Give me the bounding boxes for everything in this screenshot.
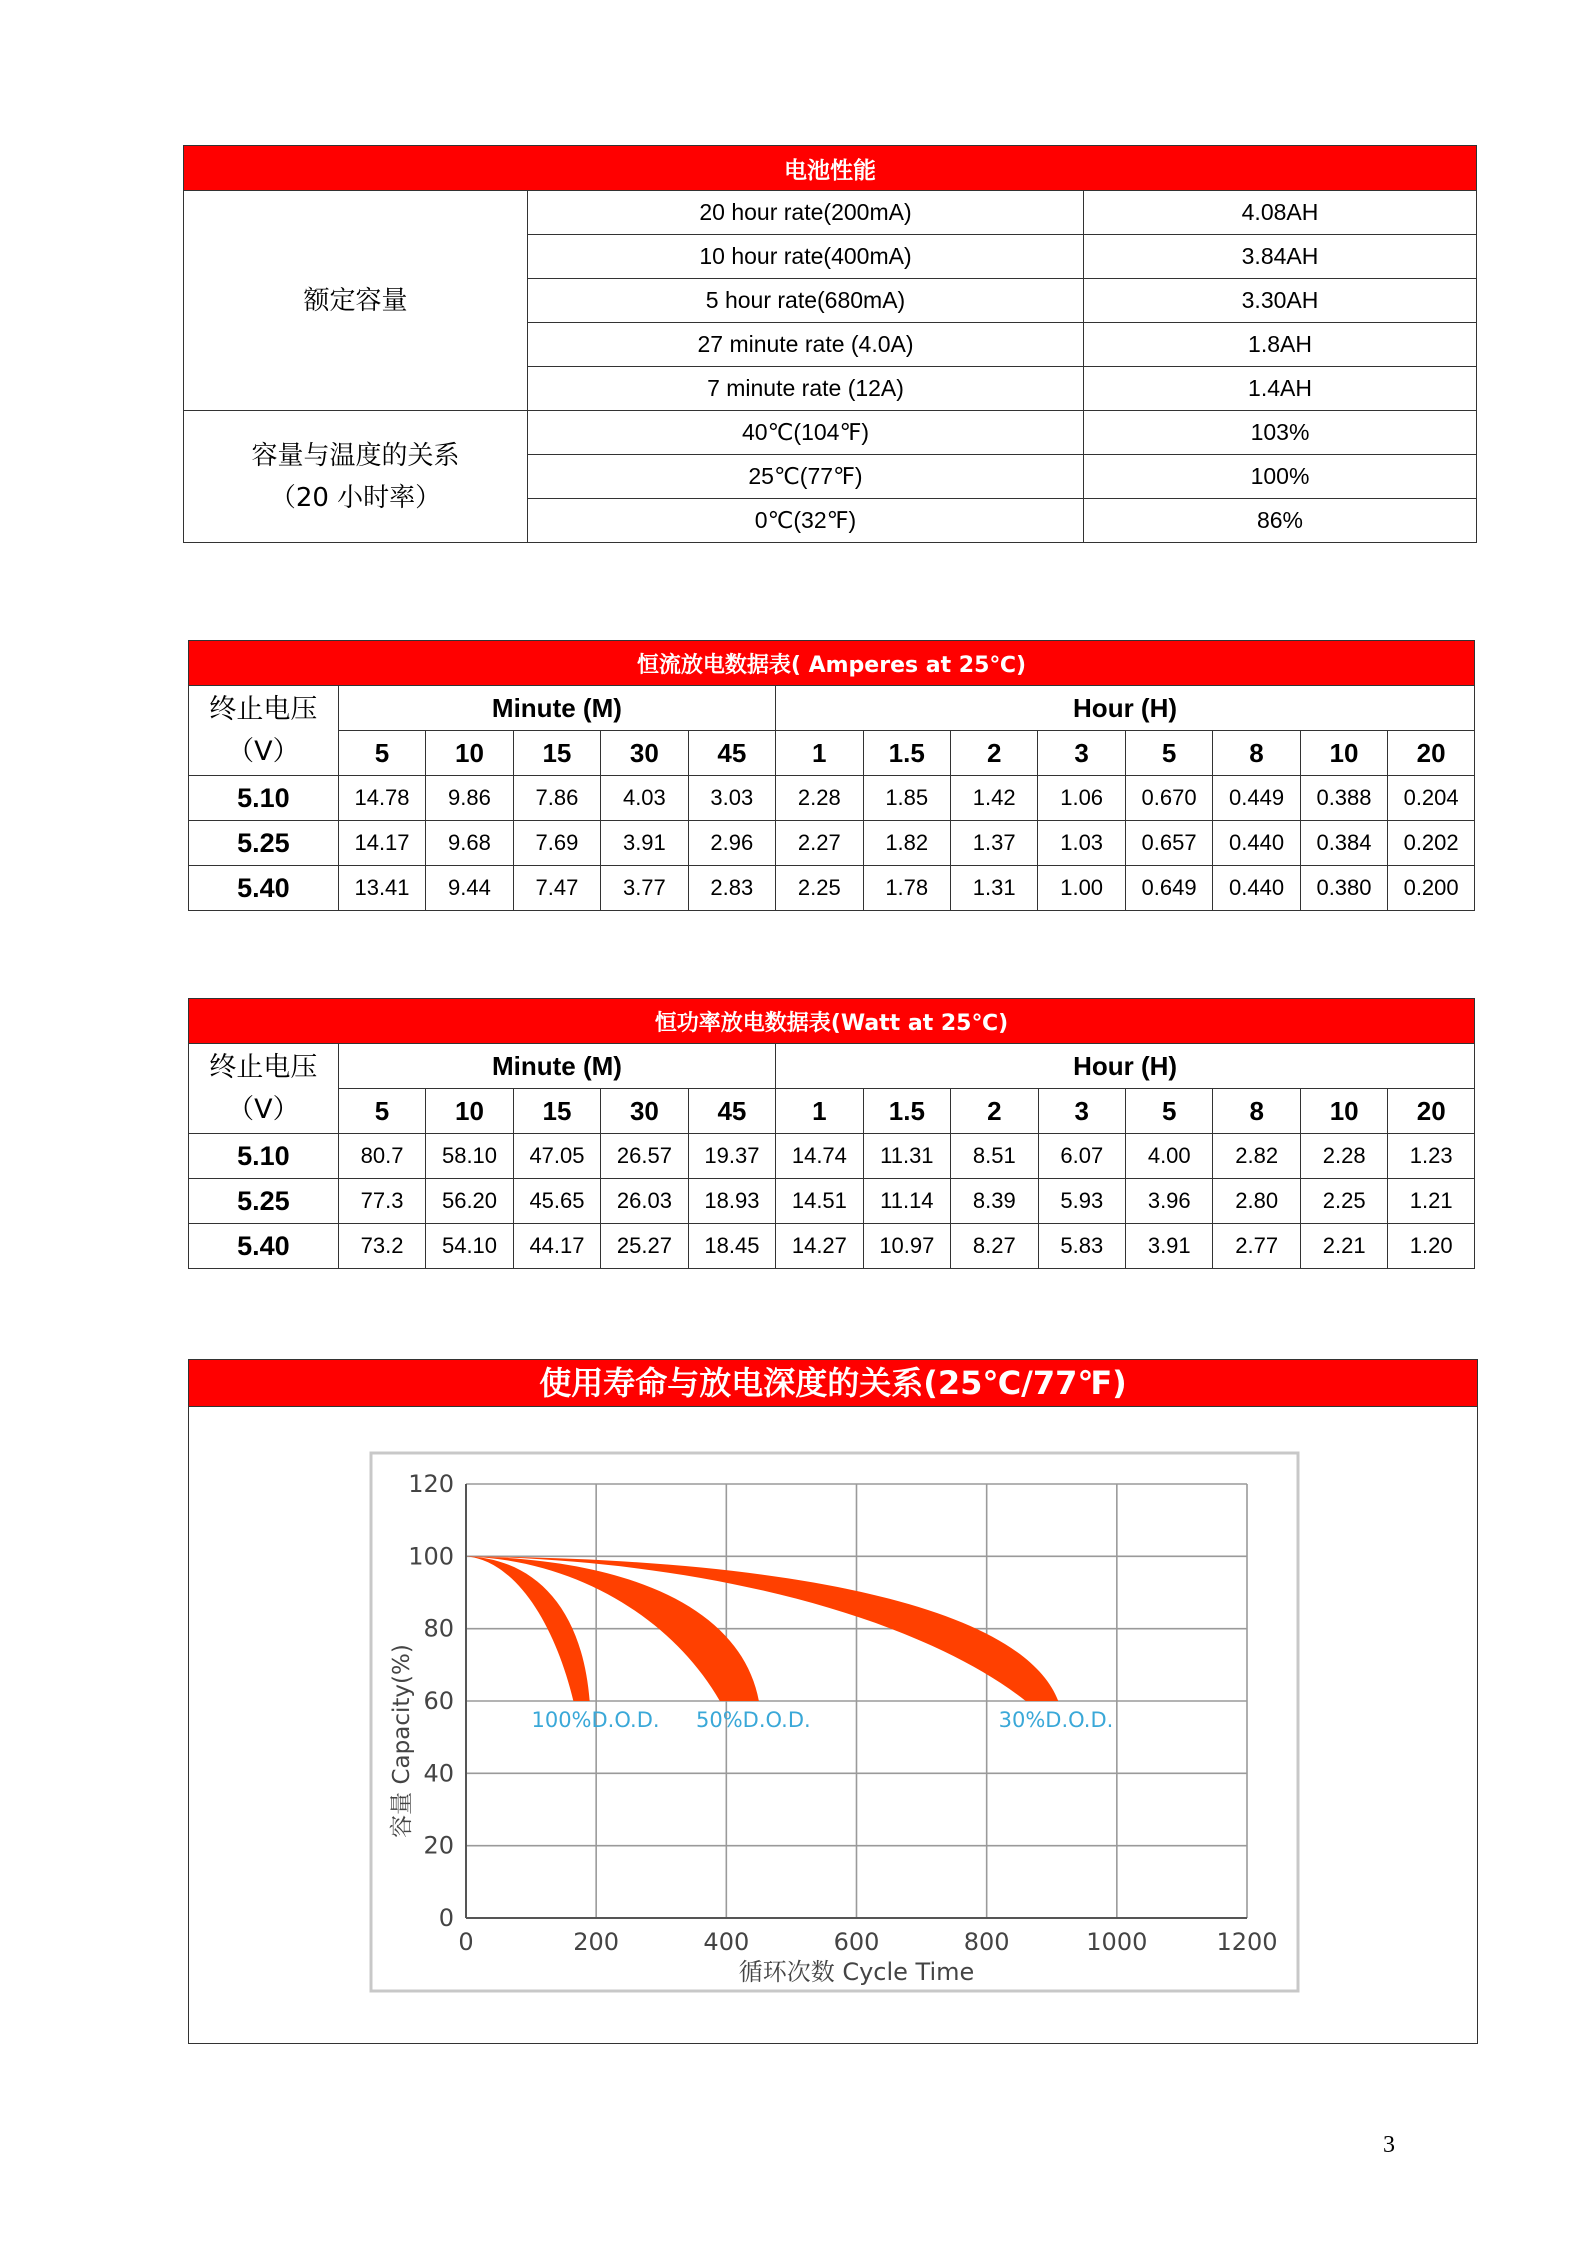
column-header: 5 [338, 1089, 425, 1134]
column-header-row [189, 731, 1475, 776]
column-header: 45 [688, 1089, 775, 1134]
column-header: 2 [950, 731, 1037, 776]
column-header: 1 [776, 731, 863, 776]
rate-label: 20 hour rate(200mA) [528, 191, 1084, 235]
table-cell: 5.83 [1038, 1224, 1125, 1269]
cutoff-voltage-value: 5.40 [189, 1224, 339, 1269]
temp-label: 0℃(32℉) [528, 499, 1084, 543]
table-cell: 1.85 [863, 776, 950, 821]
table-cell: 10.97 [863, 1224, 950, 1269]
table-cell: 1.82 [863, 821, 950, 866]
table-cell: 4.03 [601, 776, 688, 821]
table-cell: 0.440 [1213, 821, 1300, 866]
table-row [189, 1179, 1475, 1224]
cycle-life-section [188, 1359, 1478, 2044]
rate-value: 1.8AH [1084, 323, 1477, 367]
y-tick-label: 20 [423, 1831, 454, 1860]
table-cell: 11.31 [863, 1134, 950, 1179]
table-cell: 11.14 [863, 1179, 950, 1224]
table-cell: 3.91 [1126, 1224, 1213, 1269]
column-header: 1.5 [863, 1089, 950, 1134]
table-cell: 2.28 [1300, 1134, 1387, 1179]
column-header: 45 [688, 731, 775, 776]
table-cell: 58.10 [426, 1134, 513, 1179]
y-tick-label: 40 [423, 1759, 454, 1788]
cycle-life-title: 使用寿命与放电深度的关系(25℃/77℉) [189, 1360, 1477, 1407]
table-cell: 2.80 [1213, 1179, 1300, 1224]
table-cell: 2.82 [1213, 1134, 1300, 1179]
column-header: 15 [513, 1089, 600, 1134]
table-cell: 2.96 [688, 821, 775, 866]
table-cell: 18.45 [688, 1224, 775, 1269]
column-header: 5 [1125, 731, 1212, 776]
table-row [189, 1224, 1475, 1269]
table-cell: 1.42 [950, 776, 1037, 821]
table-cell: 26.57 [601, 1134, 688, 1179]
table-cell: 14.78 [338, 776, 425, 821]
capacity-temperature-label-line2: （20 小时率） [269, 482, 442, 513]
table-cell: 73.2 [338, 1224, 425, 1269]
column-header: 10 [426, 731, 513, 776]
rate-value: 3.30AH [1084, 279, 1477, 323]
column-header: 3 [1038, 1089, 1125, 1134]
table-cell: 0.449 [1213, 776, 1300, 821]
column-header: 20 [1388, 731, 1475, 776]
cutoff-voltage-value: 5.10 [189, 776, 339, 821]
column-header: 30 [601, 731, 688, 776]
table-cell: 9.68 [426, 821, 513, 866]
amp-table-title: 恒流放电数据表( Amperes at 25℃) [189, 641, 1475, 686]
table-cell: 0.204 [1388, 776, 1475, 821]
table-cell: 6.07 [1038, 1134, 1125, 1179]
y-axis-title: 容量 Capacity(%) [389, 1644, 415, 1838]
table-cell: 0.202 [1388, 821, 1475, 866]
table-row [189, 776, 1475, 821]
column-header: 5 [1126, 1089, 1213, 1134]
amp-discharge-table [188, 640, 1475, 911]
x-tick-label: 400 [703, 1928, 750, 1956]
rate-label: 7 minute rate (12A) [528, 367, 1084, 411]
y-tick-label: 80 [423, 1614, 454, 1643]
temp-label: 40℃(104℉) [528, 411, 1084, 455]
y-tick-label: 120 [408, 1470, 454, 1498]
table-cell: 44.17 [513, 1224, 600, 1269]
table-cell: 0.440 [1213, 866, 1300, 911]
rated-capacity-label: 额定容量 [184, 191, 528, 411]
column-header: 1.5 [863, 731, 950, 776]
table-cell: 13.41 [338, 866, 425, 911]
table-cell: 0.380 [1300, 866, 1387, 911]
table-cell: 80.7 [338, 1134, 425, 1179]
table-cell: 0.388 [1300, 776, 1387, 821]
table-cell: 1.37 [950, 821, 1037, 866]
cutoff-voltage-label-line1: 终止电压 [209, 1051, 318, 1083]
rate-label: 5 hour rate(680mA) [528, 279, 1084, 323]
table-row [189, 1134, 1475, 1179]
x-tick-label: 800 [963, 1928, 1010, 1956]
x-tick-label: 0 [458, 1928, 474, 1956]
rate-value: 3.84AH [1084, 235, 1477, 279]
dod-label: 50%D.O.D. [695, 1708, 811, 1732]
cutoff-voltage-value: 5.10 [189, 1134, 339, 1179]
table-cell: 5.93 [1038, 1179, 1125, 1224]
table-cell: 14.27 [776, 1224, 863, 1269]
cutoff-voltage-value: 5.40 [189, 866, 339, 911]
hour-group-header: Hour (H) [776, 1044, 1475, 1089]
cutoff-voltage-value: 5.25 [189, 821, 339, 866]
hour-group-header: Hour (H) [776, 686, 1475, 731]
table-cell: 2.28 [776, 776, 863, 821]
x-tick-label: 600 [833, 1928, 880, 1956]
table-cell: 1.00 [1038, 866, 1125, 911]
page-number: 3 [1383, 2132, 1395, 2158]
table-cell: 7.69 [513, 821, 600, 866]
table-cell: 1.03 [1038, 821, 1125, 866]
minute-group-header: Minute (M) [338, 1044, 775, 1089]
table-cell: 1.78 [863, 866, 950, 911]
column-header: 3 [1038, 731, 1125, 776]
column-header: 10 [426, 1089, 513, 1134]
table-cell: 18.93 [688, 1179, 775, 1224]
rate-value: 4.08AH [1084, 191, 1477, 235]
y-tick-label: 60 [423, 1687, 454, 1715]
table-cell: 1.06 [1038, 776, 1125, 821]
table-cell: 0.384 [1300, 821, 1387, 866]
x-tick-label: 1000 [1086, 1928, 1148, 1956]
table-cell: 1.23 [1388, 1134, 1475, 1179]
table-cell: 14.17 [338, 821, 425, 866]
table-cell: 9.44 [426, 866, 513, 911]
capacity-temperature-label-line1: 容量与温度的关系 [251, 440, 460, 471]
column-header: 10 [1300, 731, 1387, 776]
column-header: 5 [338, 731, 425, 776]
table-cell: 1.31 [950, 866, 1037, 911]
rate-value: 1.4AH [1084, 367, 1477, 411]
minute-group-header: Minute (M) [338, 686, 775, 731]
temp-value: 86% [1084, 499, 1477, 543]
table-cell: 8.27 [951, 1224, 1038, 1269]
cutoff-voltage-value: 5.25 [189, 1179, 339, 1224]
y-tick-label: 100 [408, 1542, 454, 1571]
table-cell: 2.25 [1300, 1179, 1387, 1224]
column-header: 10 [1300, 1089, 1387, 1134]
table-cell: 2.21 [1300, 1224, 1387, 1269]
table-cell: 9.86 [426, 776, 513, 821]
rate-label: 27 minute rate (4.0A) [528, 323, 1084, 367]
table-cell: 8.51 [951, 1134, 1038, 1179]
table-cell: 2.27 [776, 821, 863, 866]
chart-frame [371, 1453, 1298, 1991]
table-cell: 0.657 [1125, 821, 1212, 866]
temp-label: 25℃(77℉) [528, 455, 1084, 499]
column-header: 8 [1213, 1089, 1300, 1134]
column-header-row [189, 1089, 1475, 1134]
table-cell: 77.3 [338, 1179, 425, 1224]
dod-label: 100%D.O.D. [531, 1708, 660, 1732]
table-cell: 25.27 [601, 1224, 688, 1269]
table-cell: 3.96 [1126, 1179, 1213, 1224]
capacity-temperature-label [184, 411, 528, 543]
cutoff-voltage-label-line1: 终止电压 [209, 693, 318, 725]
table-cell: 2.77 [1213, 1224, 1300, 1269]
table-cell: 7.86 [513, 776, 600, 821]
table-cell: 2.25 [776, 866, 863, 911]
table-cell: 4.00 [1126, 1134, 1213, 1179]
table-cell: 54.10 [426, 1224, 513, 1269]
column-header: 30 [601, 1089, 688, 1134]
cutoff-voltage-label [189, 1044, 339, 1134]
table-cell: 56.20 [426, 1179, 513, 1224]
table-cell: 14.51 [776, 1179, 863, 1224]
x-axis-title: 循环次数 Cycle Time [738, 1958, 975, 1986]
table-row [189, 821, 1475, 866]
table-row [189, 866, 1475, 911]
cycle-life-chart [189, 1360, 1479, 2045]
y-tick-label: 0 [438, 1904, 454, 1932]
column-header: 20 [1388, 1089, 1475, 1134]
table-cell: 2.83 [688, 866, 775, 911]
cutoff-voltage-label-line2: （V） [227, 1093, 300, 1125]
table-cell: 19.37 [688, 1134, 775, 1179]
battery-performance-title: 电池性能 [184, 146, 1477, 191]
temp-value: 100% [1084, 455, 1477, 499]
battery-performance-table [183, 145, 1477, 543]
column-header: 8 [1213, 731, 1300, 776]
dod-label: 30%D.O.D. [998, 1708, 1114, 1732]
cutoff-voltage-label-line2: （V） [227, 735, 300, 767]
table-cell: 0.200 [1388, 866, 1475, 911]
table-cell: 26.03 [601, 1179, 688, 1224]
temp-value: 103% [1084, 411, 1477, 455]
rate-label: 10 hour rate(400mA) [528, 235, 1084, 279]
table-cell: 45.65 [513, 1179, 600, 1224]
column-header: 15 [513, 731, 600, 776]
table-cell: 3.03 [688, 776, 775, 821]
table-cell: 7.47 [513, 866, 600, 911]
table-cell: 47.05 [513, 1134, 600, 1179]
watt-table-title: 恒功率放电数据表(Watt at 25℃) [189, 999, 1475, 1044]
table-cell: 14.74 [776, 1134, 863, 1179]
table-cell: 8.39 [951, 1179, 1038, 1224]
table-cell: 1.20 [1388, 1224, 1475, 1269]
table-cell: 0.649 [1125, 866, 1212, 911]
x-tick-label: 1200 [1216, 1928, 1278, 1956]
table-cell: 3.91 [601, 821, 688, 866]
table-cell: 1.21 [1388, 1179, 1475, 1224]
table-cell: 0.670 [1125, 776, 1212, 821]
column-header: 1 [776, 1089, 863, 1134]
cutoff-voltage-label [189, 686, 339, 776]
x-tick-label: 200 [573, 1928, 620, 1956]
column-header: 2 [951, 1089, 1038, 1134]
watt-discharge-table [188, 998, 1475, 1269]
table-cell: 3.77 [601, 866, 688, 911]
